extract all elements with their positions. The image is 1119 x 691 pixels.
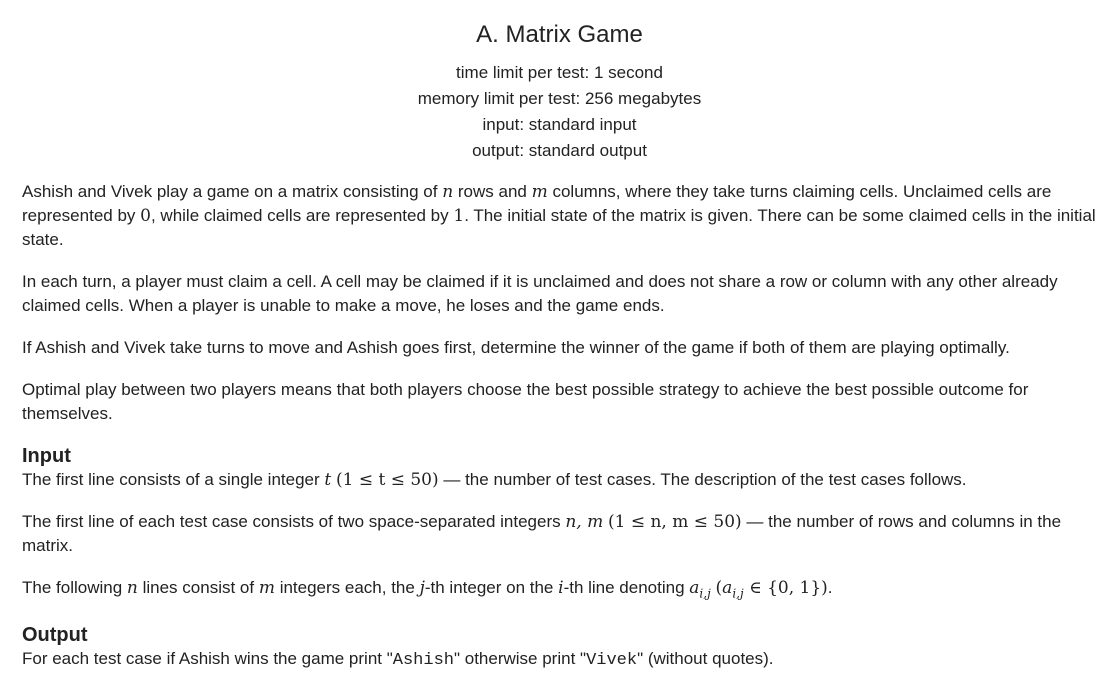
math-paren: (	[715, 578, 723, 598]
input-line-1	[22, 468, 1097, 492]
problem-header	[0, 0, 1119, 164]
text: -th line denoting	[563, 578, 685, 597]
text: The first line consists of a single integer	[22, 470, 320, 489]
math-nm: n, m	[565, 512, 604, 532]
statement-paragraph-1	[22, 180, 1097, 252]
input-line-3	[22, 576, 1097, 605]
text: . The initial state of the matrix is given. There can be some claimed cells in the initial state.	[22, 206, 1096, 249]
output-section-title: Output	[22, 624, 88, 647]
statement-paragraph-3: If Ashish and Vivek take turns to move and Ashish goes first, determine the winner of the game if both of them are playing optimally.	[22, 338, 1010, 357]
output-spec: output: standard output	[472, 141, 647, 160]
text: — the number of rows and columns in the matrix.	[22, 512, 1062, 555]
math-i: i	[558, 578, 564, 598]
math-constraint: (1 ≤ t ≤ 50)	[335, 470, 439, 490]
math-aij	[689, 578, 711, 601]
text: columns, where they take turns claiming cells. Unclaimed cells are represented by	[22, 182, 1052, 225]
statement-paragraph-2: In each turn, a player must claim a cell. A cell may be claimed if it is unclaimed and does not share a row or column with any other already claimed cells. When a player is unable to make a move, he loses and the game ends.	[22, 272, 1058, 315]
input-section-title: Input	[22, 445, 71, 467]
memory-limit: memory limit per test: 256 megabytes	[417, 89, 702, 108]
text: -th integer on the	[424, 578, 554, 597]
math-one: 1	[453, 206, 465, 226]
code-vivek: Vivek	[586, 651, 638, 671]
input-line-2	[22, 510, 1097, 558]
math-zero: 0	[140, 206, 151, 226]
math-m: m	[258, 578, 275, 598]
code-ashish: Ashish	[392, 651, 454, 671]
math-t: t	[324, 470, 332, 490]
math-constraint: (1 ≤ n, m ≤ 50)	[607, 512, 742, 532]
math-subscript: i,j	[732, 586, 744, 601]
text: Ashish and Vivek play a game on a matrix consisting of	[22, 182, 438, 201]
text: " (without quotes).	[637, 649, 774, 669]
math-n: n	[126, 578, 138, 598]
input-spec: input: standard input	[482, 115, 637, 134]
statement-paragraph-4: Optimal play between two players means that both players choose the best possible strategy to achieve the best possible outcome for themselves.	[22, 380, 1029, 423]
problem-statement	[22, 180, 1097, 691]
math-m: m	[531, 182, 548, 202]
math-set	[715, 578, 828, 601]
time-limit: time limit per test: 1 second	[456, 63, 663, 82]
text: For each test case if Ashish wins the game print "	[22, 649, 393, 669]
problem-title: A. Matrix Game	[476, 21, 643, 48]
text: " otherwise print "	[453, 649, 587, 669]
output-line	[22, 647, 1097, 673]
problem-limits	[0, 60, 1119, 164]
text: lines consist of	[142, 578, 255, 597]
math-set-rest: ∈ {0, 1})	[743, 578, 828, 598]
math-a: a	[689, 578, 700, 598]
text: integers each, the	[279, 578, 415, 597]
math-a: a	[722, 578, 733, 598]
text: , while claimed cells are represented by	[150, 206, 449, 225]
math-subscript: i,j	[699, 586, 711, 601]
text: .	[827, 578, 833, 597]
text: The following	[22, 578, 123, 597]
math-n: n	[442, 182, 454, 202]
text: — the number of test cases. The description of the test cases follows.	[443, 470, 967, 489]
math-j: j	[419, 578, 425, 598]
text: rows and	[457, 182, 527, 201]
text: The first line of each test case consists of two space-separated integers	[22, 512, 561, 531]
